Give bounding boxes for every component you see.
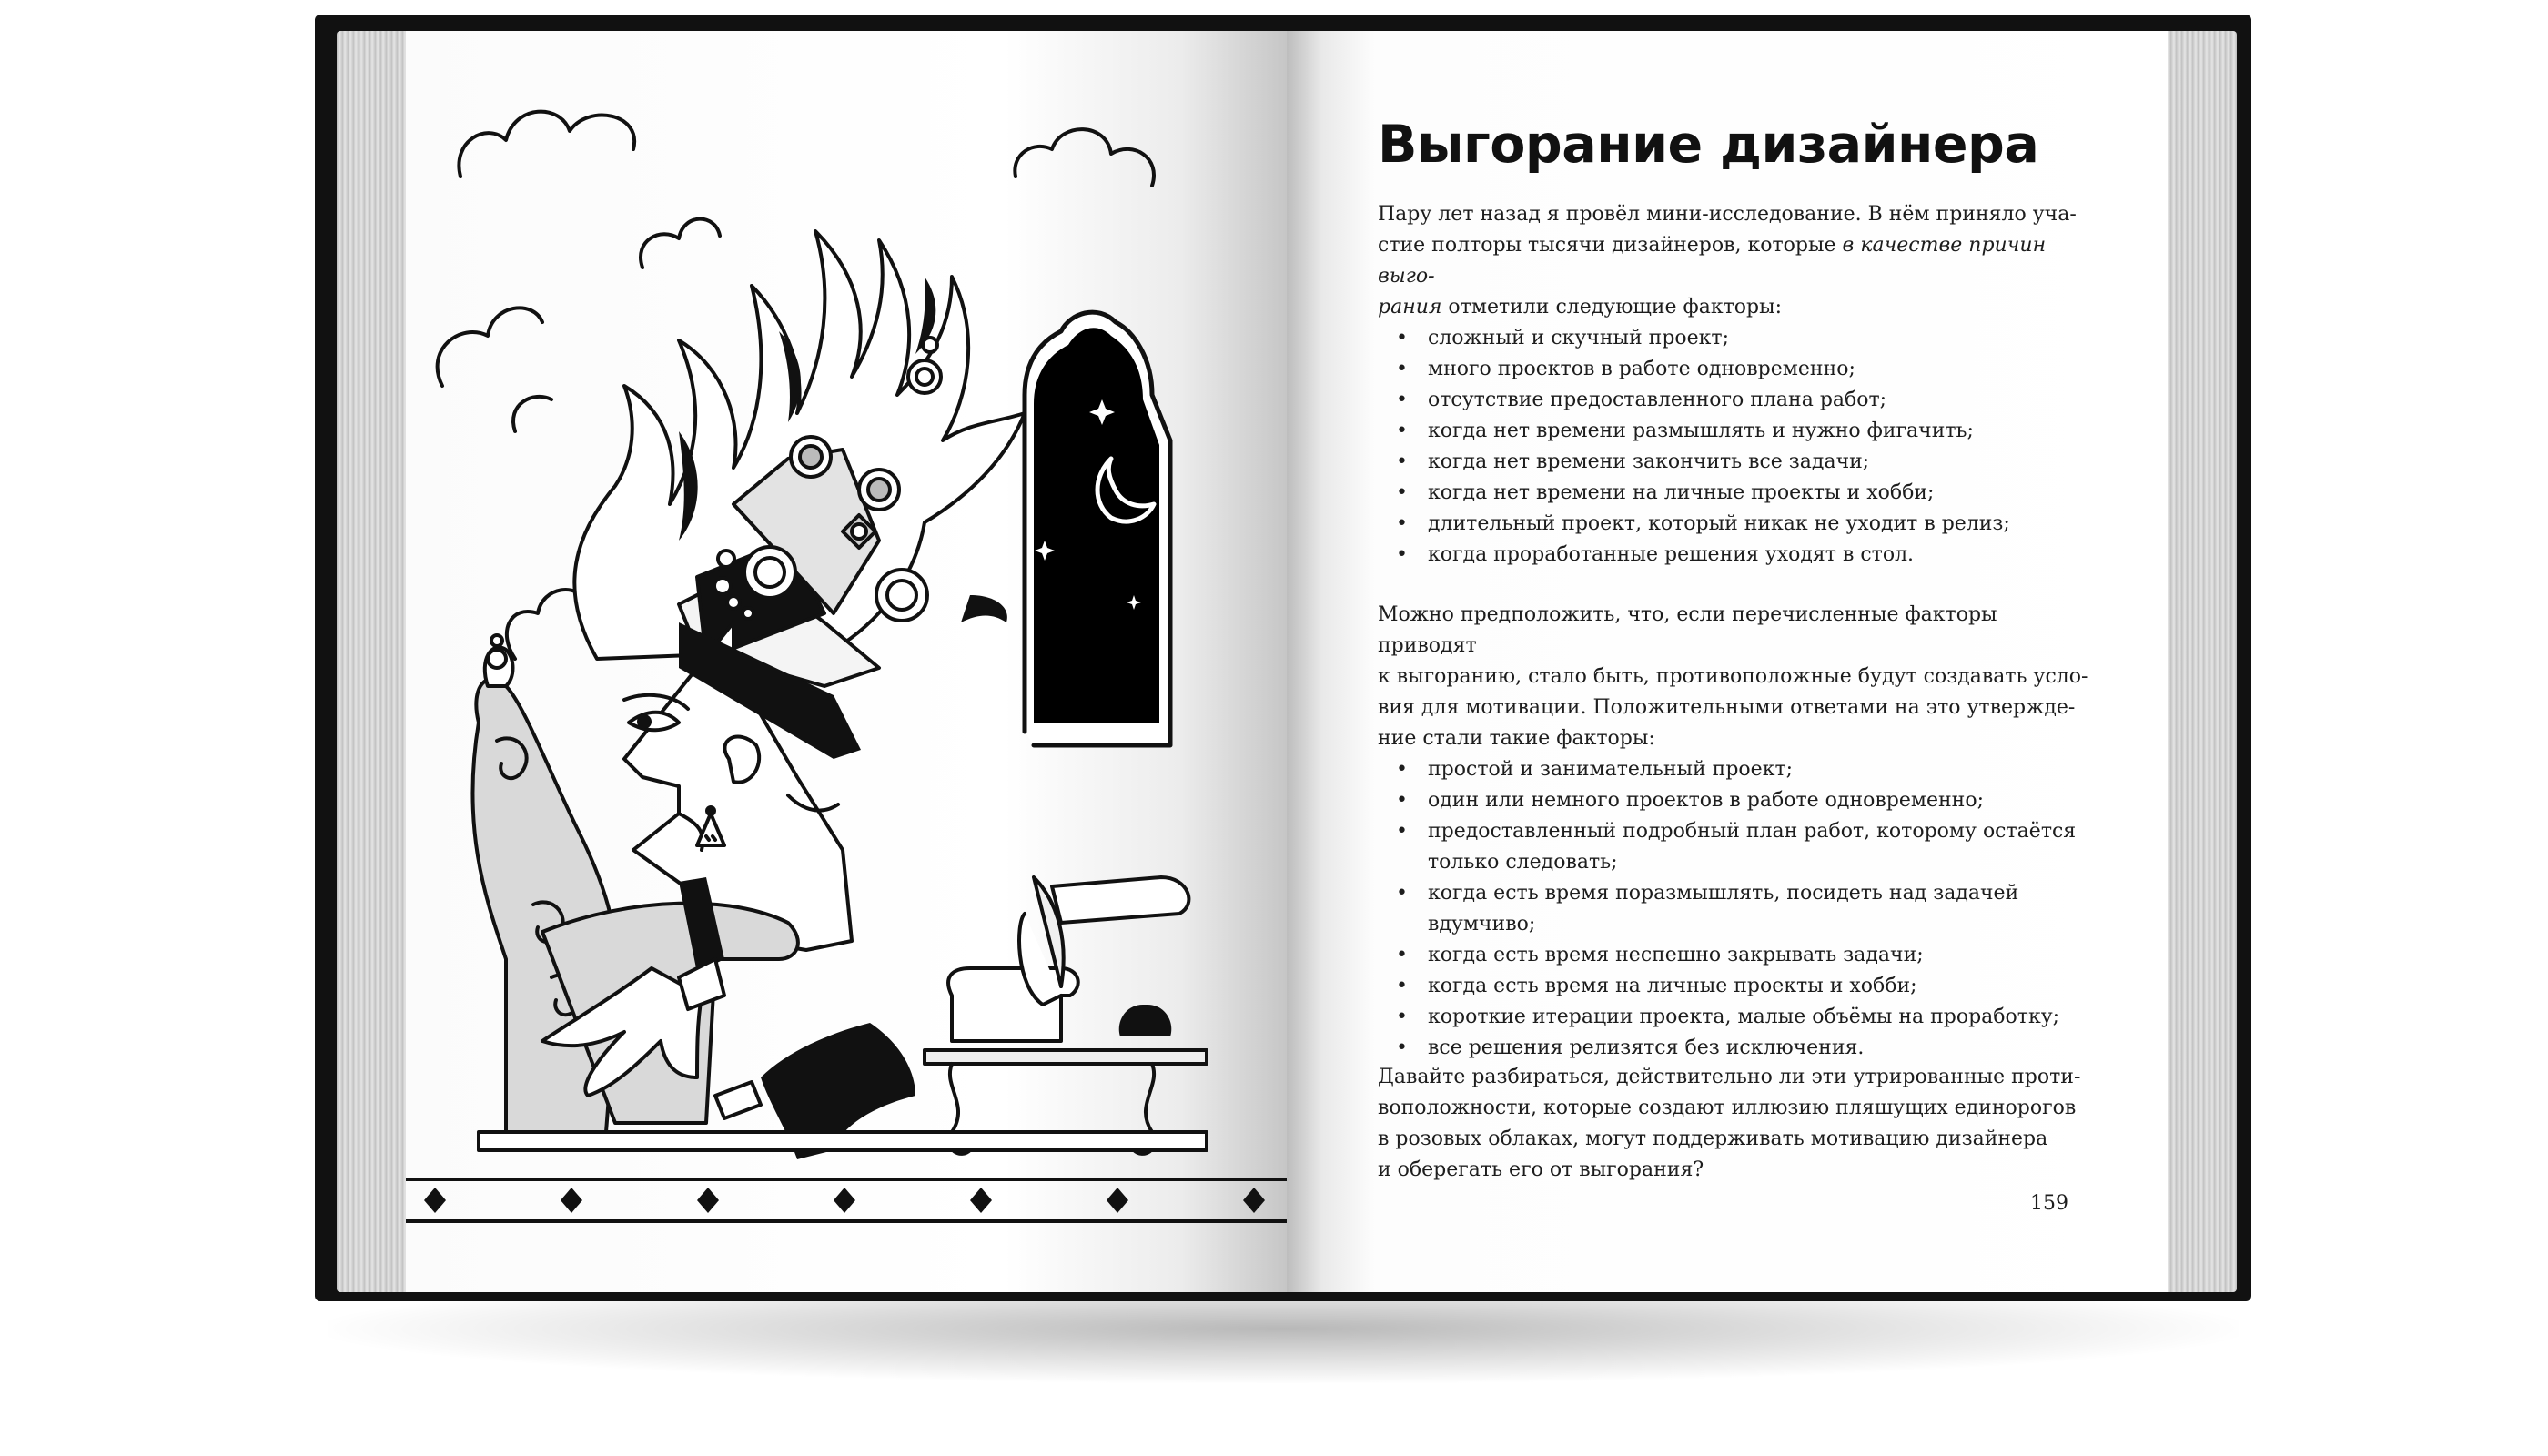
list-item: • длительный проект, который никак не уходит в релиз;: [1378, 509, 2097, 540]
cloud-2: [641, 219, 720, 268]
pupil: [637, 714, 652, 729]
list-item: • много проектов в работе одновременно;: [1378, 354, 2097, 385]
paragraph-line: Можно предположить, что, если перечисленные факторы приводят: [1378, 603, 1997, 657]
list-item: • короткие итерации проекта, малые объёмы на проработку;: [1378, 1002, 2097, 1033]
paragraph-line: ние стали такие факторы:: [1378, 727, 1655, 750]
cloud-6: [1015, 129, 1154, 186]
burned-out-designer-illustration: [406, 31, 1287, 1292]
list-item: • когда нет времени закончить все задачи;: [1378, 447, 2097, 478]
list-item: • когда проработанные решения уходят в стол.: [1378, 540, 2097, 571]
ink-pot: [1119, 1005, 1172, 1036]
page-number: 159: [2030, 1192, 2068, 1215]
list-item: • простой и занимательный проект;: [1378, 754, 2097, 785]
motivation-factors-list: [1378, 754, 2097, 1064]
paragraph-line: Давайте разбираться, действительно ли эти утрированные проти-: [1378, 1066, 2081, 1088]
list-item: • когда нет времени размышлять и нужно фигачить;: [1378, 416, 2097, 447]
left-page: [406, 31, 1287, 1292]
intro-line-2: стие полторы тысячи дизайнеров, которые в качестве причин выго-: [1378, 234, 2047, 288]
paragraph-line: в розовых облаках, могут поддерживать мотивацию дизайнера: [1378, 1127, 2048, 1150]
burnout-factors-list: [1378, 323, 2097, 571]
eye: [629, 713, 679, 731]
right-page: [1287, 31, 2168, 1292]
leg-band: [715, 1082, 761, 1118]
paragraph-line: и оберегать его от выгорания?: [1378, 1158, 1704, 1181]
paragraph-line: воположности, которые создают иллюзию пляшущих единорогов: [1378, 1097, 2077, 1119]
intro-line-1: Пару лет назад я провёл мини-исследование. В нём приняло уча-: [1378, 203, 2077, 226]
list-item: • все решения релизятся без исключения.: [1378, 1033, 2097, 1064]
list-item: • предоставленный подробный план работ, которому остаётся только следовать;: [1378, 816, 2097, 878]
list-item: • один или немного проектов в работе одновременно;: [1378, 785, 2097, 816]
list-item: • когда есть время на личные проекты и хобби;: [1378, 971, 2097, 1002]
chapter-title: Выгорание дизайнера: [1378, 115, 2039, 175]
conclusion-paragraph: [1378, 1062, 2097, 1186]
list-item: • когда есть время неспешно закрывать задачи;: [1378, 940, 2097, 971]
floor-diamonds: [424, 1188, 1265, 1213]
list-item: • когда нет времени на личные проекты и хобби;: [1378, 478, 2097, 509]
list-item: • когда есть время поразмышлять, посидеть над задачей вдумчиво;: [1378, 878, 2097, 940]
writing-table: [925, 877, 1207, 1154]
page-edges-left: [337, 31, 408, 1292]
intro-line-3: рания отметили следующие факторы:: [1378, 296, 1783, 318]
cloud-3: [438, 308, 542, 386]
list-item: • отсутствие предоставленного плана работ;: [1378, 385, 2097, 416]
cloud-4: [513, 397, 551, 431]
motivation-paragraph: [1378, 600, 2097, 1064]
list-item: • сложный и скучный проект;: [1378, 323, 2097, 354]
paragraph-line: вия для мотивации. Положительными ответами на это утвержде-: [1378, 696, 2076, 719]
cloud-1: [459, 112, 634, 177]
page-edges-right: [2166, 31, 2237, 1292]
intro-paragraph: [1378, 199, 2097, 571]
night-sky: [1034, 328, 1159, 723]
flame-stroke-4: [961, 595, 1007, 622]
paragraph-line: к выгоранию, стало быть, противоположные будут создавать усло-: [1378, 665, 2088, 688]
